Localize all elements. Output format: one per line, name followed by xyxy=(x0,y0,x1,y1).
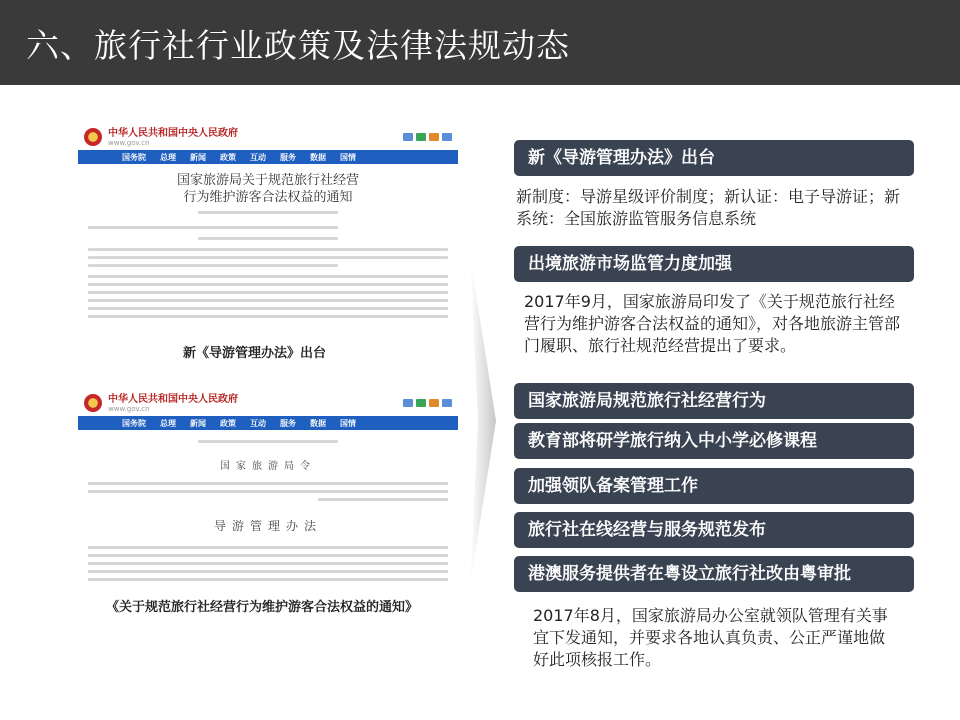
nav-item: 总理 xyxy=(160,418,176,428)
share-icon xyxy=(403,133,413,141)
text-placeholder xyxy=(88,315,448,318)
nav-item: 国务院 xyxy=(122,418,146,428)
text-placeholder xyxy=(198,211,338,214)
gov-site-url: www.gov.cn xyxy=(108,138,150,147)
topic-bar-hk-macao: 港澳服务提供者在粤设立旅行社改由粤审批 xyxy=(514,556,914,592)
weibo-icon xyxy=(429,133,439,141)
text-placeholder xyxy=(88,546,448,549)
text-placeholder xyxy=(88,570,448,573)
search-icon xyxy=(442,399,452,407)
text-placeholder xyxy=(198,440,338,443)
topic-bar-online-service: 旅行社在线经营与服务规范发布 xyxy=(514,512,914,548)
text-placeholder xyxy=(88,248,448,251)
gov-nav-bar xyxy=(78,150,458,164)
topic-text-tour-leader-notice: 2017年8月，国家旅游局办公室就领队管理有关事宜下发通知，并要求各地认真负责、公正严谨地做好此项核报工作。 xyxy=(533,606,888,669)
nav-item: 政策 xyxy=(220,418,236,428)
topic-text-new-system: 新制度：导游星级评价制度；新认证：电子导游证；新系统：全国旅游监管服务信息系统 xyxy=(516,187,901,228)
regulation-heading: 导游管理办法 xyxy=(213,519,322,533)
nav-item: 服务 xyxy=(280,418,296,428)
doc2-caption: 《关于规范旅行社经营行为维护游客合法权益的通知》 xyxy=(106,600,419,615)
topic-bar-outbound-supervision: 出境旅游市场监管力度加强 xyxy=(514,246,914,282)
text-placeholder xyxy=(88,283,448,286)
weibo-icon xyxy=(429,399,439,407)
text-placeholder xyxy=(88,554,448,557)
wechat-icon xyxy=(416,133,426,141)
slide-header xyxy=(0,0,960,85)
gov-site-url: www.gov.cn xyxy=(108,404,150,413)
nav-item: 新闻 xyxy=(190,418,206,428)
nav-item: 国情 xyxy=(340,418,356,428)
nav-item: 总理 xyxy=(160,152,176,162)
share-icon xyxy=(403,399,413,407)
topic-text-notice: 2017年9月，国家旅游局印发了《关于规范旅行社经营行为维护游客合法权益的通知》，对各地旅游主管部门履职、旅行社规范经营提出了要求。 xyxy=(524,292,901,355)
topic-bar-tour-leader: 加强领队备案管理工作 xyxy=(514,468,914,504)
wechat-icon xyxy=(416,399,426,407)
doc1-caption: 新《导游管理办法》出台 xyxy=(183,346,327,361)
nav-item: 数据 xyxy=(310,152,326,162)
gov-site-name: 中华人民共和国中央人民政府 xyxy=(108,127,238,139)
text-placeholder xyxy=(88,562,448,565)
nav-item: 新闻 xyxy=(190,152,206,162)
text-placeholder xyxy=(88,256,448,259)
text-placeholder xyxy=(88,226,338,229)
national-emblem-icon xyxy=(84,128,102,146)
nav-item: 互动 xyxy=(250,152,266,162)
nav-item: 数据 xyxy=(310,418,326,428)
nav-item: 国情 xyxy=(340,152,356,162)
gov-site-header xyxy=(78,124,458,150)
article-title-line: 行为维护游客合法权益的通知 xyxy=(183,190,353,205)
notice-screenshot xyxy=(78,124,458,346)
topic-bar-guide-regulation: 新《导游管理办法》出台 xyxy=(514,140,914,176)
text-placeholder xyxy=(88,490,448,493)
nav-item: 服务 xyxy=(280,152,296,162)
text-placeholder xyxy=(88,291,448,294)
chevron-right-icon xyxy=(470,256,496,586)
gov-toolbar xyxy=(403,133,452,141)
topic-bar-agency-conduct: 国家旅游局规范旅行社经营行为 xyxy=(514,383,914,419)
text-placeholder xyxy=(88,307,448,310)
article-title xyxy=(78,172,458,206)
decree-heading: 国家旅游局令 xyxy=(220,461,316,472)
topic-bar-study-travel: 教育部将研学旅行纳入中小学必修课程 xyxy=(514,423,914,459)
text-placeholder xyxy=(318,498,448,501)
gov-site-header xyxy=(78,390,458,416)
text-placeholder xyxy=(88,578,448,581)
text-placeholder xyxy=(88,275,448,278)
national-emblem-icon xyxy=(84,394,102,412)
gov-nav-bar xyxy=(78,416,458,430)
article-title-line: 国家旅游局关于规范旅行社经营 xyxy=(176,173,359,188)
nav-item: 互动 xyxy=(250,418,266,428)
regulation-screenshot xyxy=(78,390,458,592)
search-icon xyxy=(442,133,452,141)
nav-item: 政策 xyxy=(220,152,236,162)
text-placeholder xyxy=(198,237,338,240)
text-placeholder xyxy=(88,482,448,485)
nav-item: 国务院 xyxy=(122,152,146,162)
text-placeholder xyxy=(88,299,448,302)
gov-toolbar xyxy=(403,399,452,407)
gov-site-name: 中华人民共和国中央人民政府 xyxy=(108,393,238,405)
text-placeholder xyxy=(88,264,338,267)
slide-title: 六、旅行社行业政策及法律法规动态 xyxy=(26,26,570,65)
